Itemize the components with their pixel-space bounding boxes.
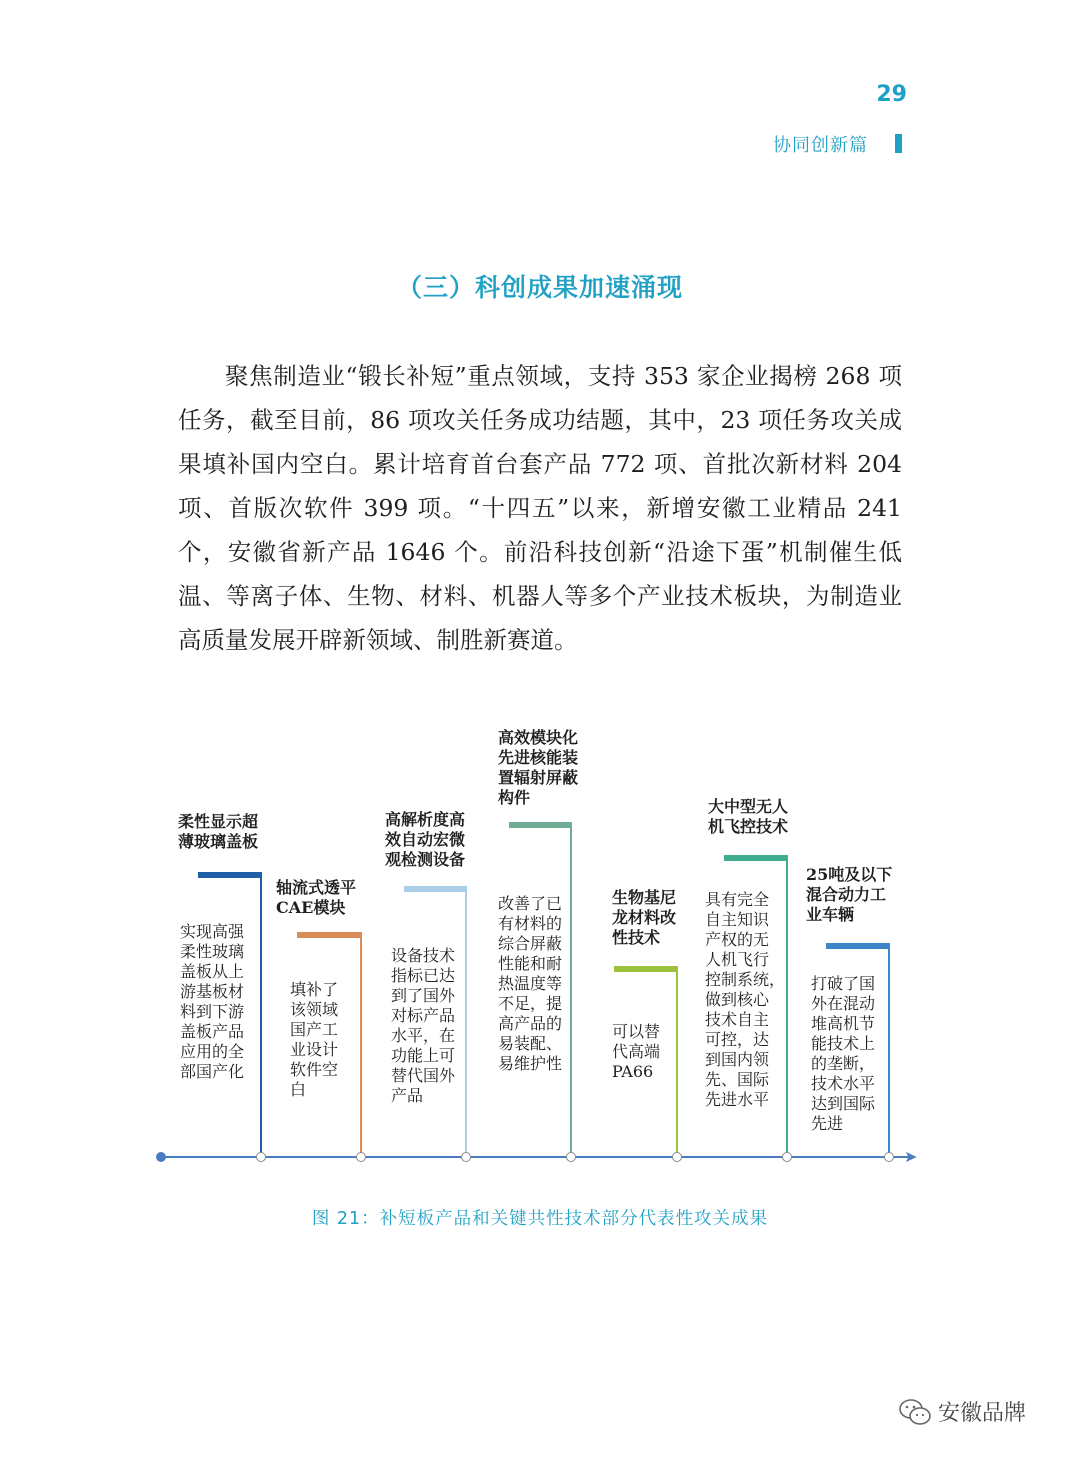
timeline-bar-6 [724,855,788,861]
timeline-start-dot [156,1152,166,1162]
timeline-item-desc: 可以替 代高端 PA66 [612,1022,661,1081]
timeline-connector-7 [888,946,890,1156]
timeline-connector-2 [360,935,362,1156]
section-marker [895,134,902,153]
timeline-node-2 [356,1152,366,1162]
timeline-connector-3 [465,889,467,1156]
timeline-item-desc: 填补了 该领域 国产工 业设计 软件空 白 [290,980,339,1099]
timeline-item-desc: 具有完全 自主知识 产权的无 人机飞行 控制系统， 做到核心 技术自主 可控，达 到国内领 先、国际 先进水平 [705,890,786,1109]
timeline-bar-7 [826,943,890,949]
timeline-bar-5 [614,966,678,972]
timeline-bar-2 [297,932,362,938]
timeline-item-title: 25吨及以下 混合动力工 业车辆 [806,865,893,924]
watermark [898,1396,1026,1427]
timeline-bar-1 [198,872,262,878]
timeline-connector-6 [786,858,788,1156]
timeline-item-title: 高解析度高 效自动宏微 观检测设备 [385,810,466,869]
timeline-item-desc: 打破了国 外在混动 堆高机节 能技术上 的垄断， 技术水平 达到国际 先进 [811,974,876,1133]
timeline-node-7 [884,1152,894,1162]
timeline-bar-4 [509,822,572,828]
timeline-connector-4 [570,825,572,1156]
timeline-connector-5 [676,969,678,1156]
timeline-item-title: 大中型无人 机飞控技术 [708,797,789,836]
section-label: 协同创新篇 [773,135,868,156]
timeline-bar-3 [404,886,467,892]
timeline-connector-1 [260,875,262,1156]
wechat-icon [898,1397,932,1427]
watermark-text: 安徽品牌 [938,1401,1027,1426]
timeline-node-5 [672,1152,682,1162]
timeline-node-1 [256,1152,266,1162]
timeline-item-title: 轴流式透平 CAE模块 [276,878,357,917]
arrow-right-icon: ➤ [904,1147,918,1166]
timeline-item-title: 生物基尼 龙材料改 性技术 [612,888,677,947]
page-number: 29 [876,82,907,107]
body-paragraph: 聚焦制造业“锻长补短”重点领域，支持 353 家企业揭榜 268 项任务，截至目前，86 项攻关任务成功结题，其中，23 项任务攻关成果填补国内空白。累计培育首台套产品 772 项、首批次新材料 204 项、首版次软件 399 项。“十四五”以来，新增安徽工业精品 241 个，安徽省新产品 1646 个。前沿科技创新“沿途下蛋”机制催生低温、等离子体、生物、材料、机器人等多个产业技术板块，为制造业高质量发展开辟新领域、制胜新赛道。 [178,362,902,654]
section-heading: （三）科创成果加速涌现 [396,273,683,302]
timeline-item-title: 高效模块化 先进核能装 置辐射屏蔽 构件 [498,728,579,807]
timeline-axis [161,1156,913,1158]
figure-caption: 图 21：补短板产品和关键共性技术部分代表性攻关成果 [311,1209,769,1229]
timeline-node-3 [461,1152,471,1162]
timeline-item-desc: 实现高强 柔性玻璃 盖板从上 游基板材 料到下游 盖板产品 应用的全 部国产化 [180,922,245,1081]
timeline-node-6 [782,1152,792,1162]
timeline-item-desc: 改善了已 有材料的 综合屏蔽 性能和耐 热温度等 不足，提 高产品的 易装配、 易维护性 [498,894,563,1073]
timeline-node-4 [566,1152,576,1162]
timeline-item-desc: 设备技术 指标已达 到了国外 对标产品 水平，在 功能上可 替代国外 产品 [391,946,456,1105]
timeline-item-title: 柔性显示超 薄玻璃盖板 [178,812,259,851]
